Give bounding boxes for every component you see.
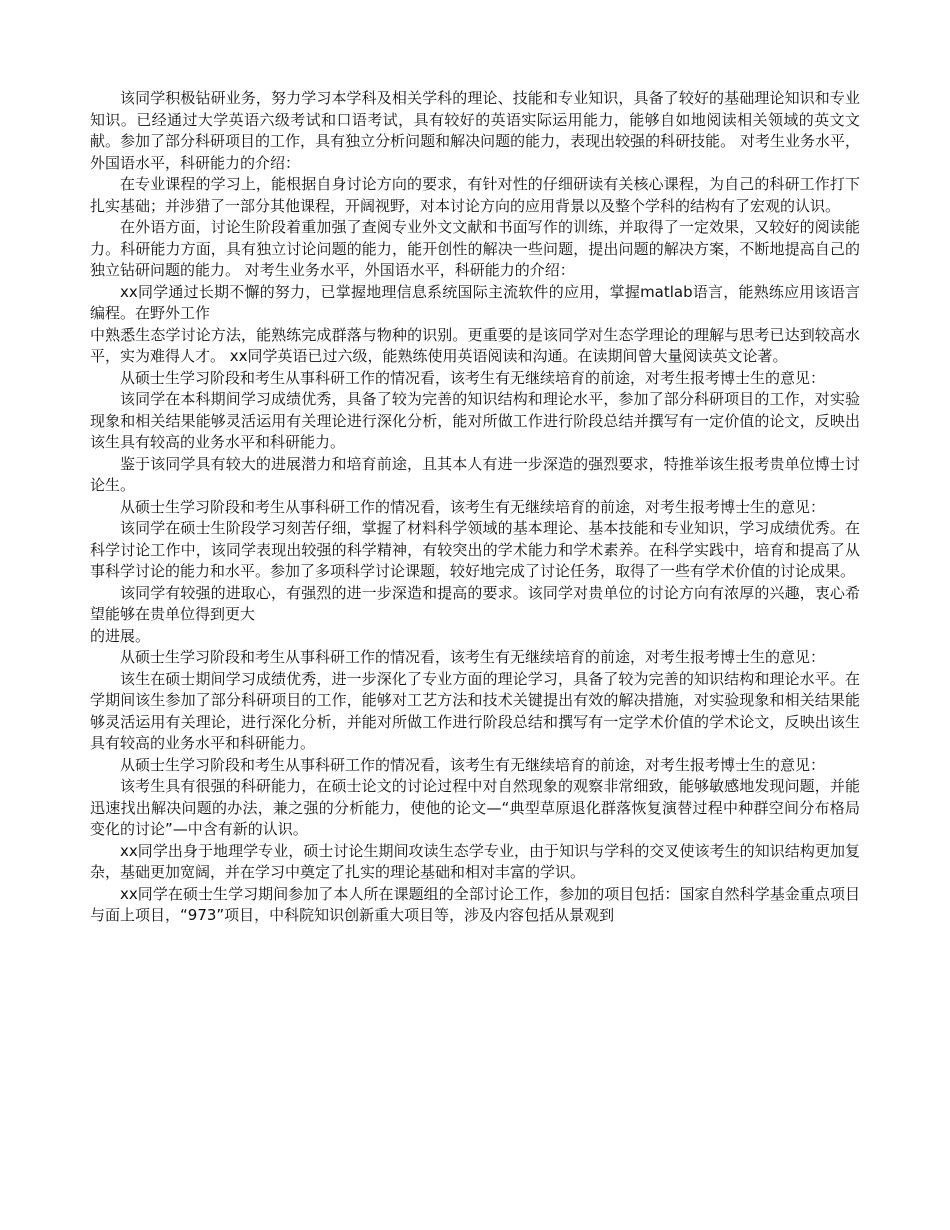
paragraph: 中熟悉生态学讨论方法，能熟练完成群落与物种的识别。更重要的是该同学对生态学理论的理解与思考已达到较高水平，实为难得人才。 xx同学英语已过六级，能熟练使用英语阅读和沟通。在读期间曾大量阅读英文论著。: [90, 325, 860, 365]
paragraph: 该同学积极钻研业务，努力学习本学科及相关学科的理论、技能和专业知识，具备了较好的基础理论知识和专业知识。已经通过大学英语六级考试和口语考试，具有较好的英语实际运用能力，能够自如地阅读相关领域的英文文献。参加了部分科研项目的工作，具有独立分析问题和解决问题的能力，表现出较强的科研技能。 对考生业务水平，外国语水平，科研能力的介绍：: [90, 89, 860, 172]
paragraph: 在专业课程的学习上，能根据自身讨论方向的要求，有针对性的仔细研读有关核心课程，为自己的科研工作打下扎实基础；并涉猎了一部分其他课程，开阔视野，对本讨论方向的应用背景以及整个学科的结构有了宏观的认识。: [90, 175, 860, 215]
paragraph: 的进展。: [90, 626, 151, 645]
paragraph: 从硕士生学习阶段和考生从事科研工作的情况看，该考生有无继续培育的前途，对考生报考博士生的意见：: [120, 497, 826, 516]
paragraph: 鉴于该同学具有较大的进展潜力和培育前途，且其本人有进一步深造的强烈要求，特推举该生报考贵单位博士讨论生。: [90, 454, 860, 494]
paragraph: 该同学在硕士生阶段学习刻苦仔细，掌握了材料科学领域的基本理论、基本技能和专业知识，学习成绩优秀。在科学讨论工作中，该同学表现出较强的科学精神，有较突出的学术能力和学术素养。在科学实践中，培育和提高了从事科学讨论的能力和水平。参加了多项科学讨论课题，较好地完成了讨论任务，取得了一些有学术价值的讨论成果。: [90, 519, 860, 580]
document-body: [90, 88, 860, 927]
paragraph: xx同学通过长期不懈的努力，已掌握地理信息系统国际主流软件的应用，掌握matlab语言，能熟练应用该语言编程。在野外工作: [90, 282, 860, 322]
paragraph: xx同学在硕士生学习期间参加了本人所在课题组的全部讨论工作，参加的项目包括：国家自然科学基金重点项目与面上项目，“973”项目，中科院知识创新重大项目等，涉及内容包括从景观到: [90, 884, 860, 924]
paragraph: 该生在硕士期间学习成绩优秀，进一步深化了专业方面的理论学习，具备了较为完善的知识结构和理论水平。在学期间该生参加了部分科研项目的工作，能够对工艺方法和技术关键提出有效的解决措施，对实验现象和相关结果能够灵活运用有关理论，进行深化分析，并能对所做工作进行阶段总结和撰写有一定学术价值的学术论文，反映出该生具有较高的业务水平和科研能力。: [90, 669, 860, 752]
paragraph: 该同学有较强的进取心，有强烈的进一步深造和提高的要求。该同学对贵单位的讨论方向有浓厚的兴趣，衷心希望能够在贵单位得到更大: [90, 583, 860, 623]
paragraph: 该同学在本科期间学习成绩优秀，具备了较为完善的知识结构和理论水平，参加了部分科研项目的工作，对实验现象和相关结果能够灵活运用有关理论进行深化分析，能对所做工作进行阶段总结并撰写有一定价值的论文，反映出该生具有较高的业务水平和科研能力。: [90, 390, 860, 451]
paragraph: 从硕士生学习阶段和考生从事科研工作的情况看，该考生有无继续培育的前途，对考生报考博士生的意见：: [120, 755, 826, 774]
paragraph: 从硕士生学习阶段和考生从事科研工作的情况看，该考生有无继续培育的前途，对考生报考博士生的意见：: [120, 368, 826, 387]
paragraph: 该考生具有很强的科研能力，在硕士论文的讨论过程中对自然现象的观察非常细致，能够敏感地发现问题，并能迅速找出解决问题的办法，兼之强的分析能力，使他的论文—“典型草原退化群落恢复演替过程中种群空间分布格局变化的讨论”—中含有新的认识。: [90, 777, 860, 838]
paragraph: 从硕士生学习阶段和考生从事科研工作的情况看，该考生有无继续培育的前途，对考生报考博士生的意见：: [120, 648, 826, 666]
paragraph: xx同学出身于地理学专业，硕士讨论生期间攻读生态学专业，由于知识与学科的交叉使该考生的知识结构更加复杂，基础更加宽阔，并在学习中奠定了扎实的理论基础和相对丰富的学识。: [90, 841, 860, 881]
paragraph: 在外语方面，讨论生阶段着重加强了查阅专业外文文献和书面写作的训练，并取得了一定效果，又较好的阅读能力。科研能力方面，具有独立讨论问题的能力，能开创性的解决一些问题，提出问题的解决方案，不断地提高自己的独立钻研问题的能力。 对考生业务水平，外国语水平，科研能力的介绍：: [90, 218, 860, 279]
